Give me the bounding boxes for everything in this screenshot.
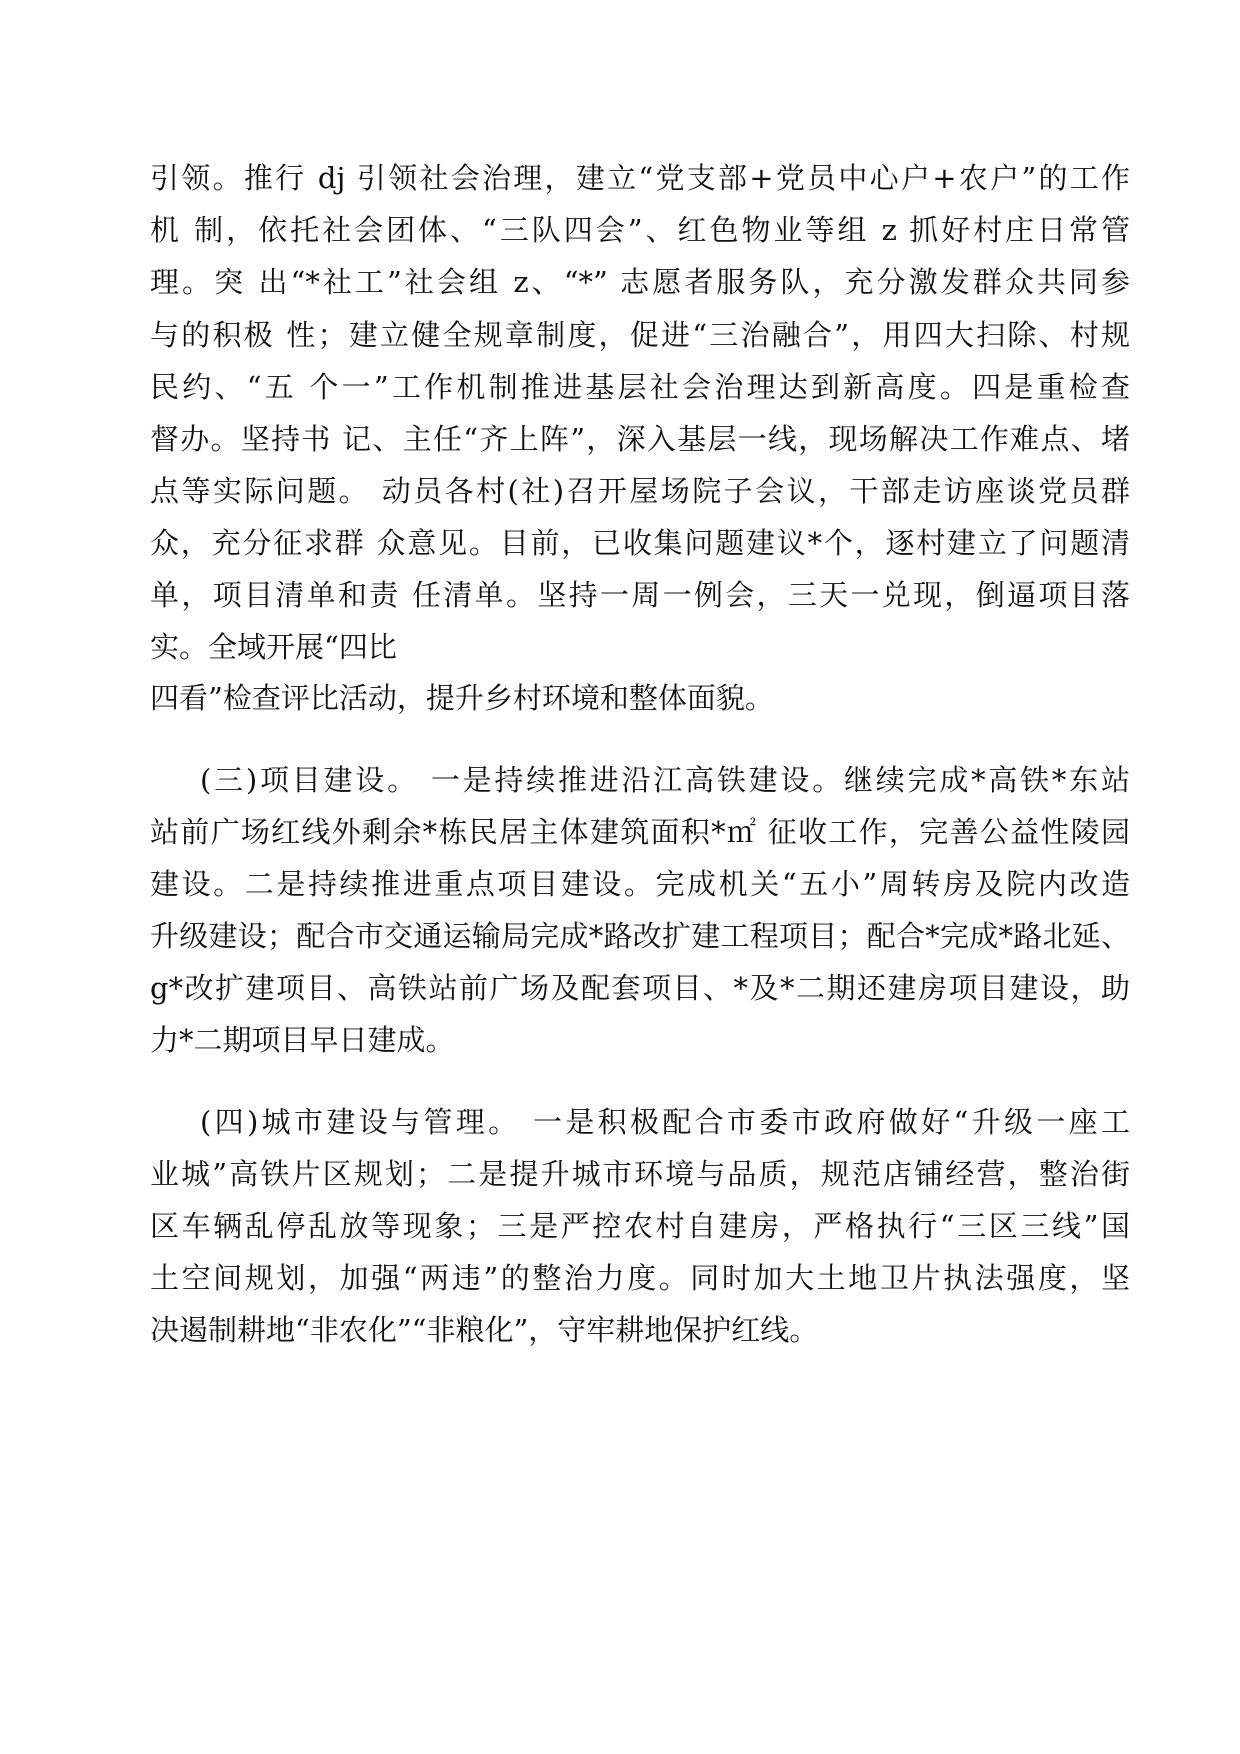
paragraph-2-line-3: 建设。二是持续推进重点项目建设。完成机关“五小”周转房及院内改造 xyxy=(150,867,1130,901)
paragraph-1-line-2: 机 制，依托社会团体、“三队四会”、红色物业等组 z 抓好村庄日常管 xyxy=(150,213,1130,247)
paragraph-1-line-7: 点等实际问题。 动员各村(社)召开屋场院子会议，干部走访座谈党员群 xyxy=(150,474,1130,508)
paragraph-2-line-2: 站前广场红线外剩余*栋民居主体建筑面积*㎡ 征收工作，完善公益性陵园 xyxy=(150,815,1130,849)
paragraph-1-line-5: 民约、“五 个一”工作机制推进基层社会治理达到新高度。四是重检查 xyxy=(150,370,1130,404)
paragraph-1-line-4: 与的积极 性；建立健全规章制度，促进“三治融合”，用四大扫除、村规 xyxy=(150,318,1130,352)
paragraph-3-line-1: (四)城市建设与管理。 一是积极配合市委市政府做好“升级一座工 xyxy=(200,1105,1130,1139)
paragraph-3-line-2: 业城”高铁片区规划；二是提升城市环境与品质，规范店铺经营，整治街 xyxy=(150,1157,1130,1191)
paragraph-1-line-8: 众，充分征求群 众意见。目前，已收集问题建议*个，逐村建立了问题清 xyxy=(150,526,1130,560)
paragraph-3-line-5: 决遏制耕地“非农化”“非粮化”，守牢耕地保护红线。 xyxy=(150,1313,819,1347)
paragraph-1-line-1: 引领。推行 dj 引领社会治理，建立“党支部+党员中心户+农户”的工作 xyxy=(150,161,1130,195)
paragraph-1-line-10: 实。全域开展“四比 xyxy=(150,630,397,664)
paragraph-1-line-3: 理。突 出“*社工”社会组 z、“*” 志愿者服务队，充分激发群众共同参 xyxy=(150,265,1130,299)
paragraph-2-line-6: 力*二期项目早日建成。 xyxy=(150,1023,455,1057)
paragraph-2-line-4: 升级建设；配合市交通运输局完成*路改扩建工程项目；配合*完成*路北延、 xyxy=(150,919,1130,953)
paragraph-1-line-6: 督办。坚持书 记、主任“齐上阵”，深入基层一线，现场解决工作难点、堵 xyxy=(150,422,1130,456)
paragraph-3-line-3: 区车辆乱停乱放等现象；三是严控农村自建房，严格执行“三区三线”国 xyxy=(150,1209,1130,1243)
paragraph-2-line-5: g*改扩建项目、高铁站前广场及配套项目、*及*二期还建房项目建设，助 xyxy=(150,971,1130,1005)
paragraph-2-line-1: (三)项目建设。 一是持续推进沿江高铁建设。继续完成*高铁*东站 xyxy=(200,763,1130,797)
paragraph-1-line-11: 四看”检查评比活动，提升乡村环境和整体面貌。 xyxy=(150,681,774,715)
paragraph-3-line-4: 土空间规划，加强“两违”的整治力度。同时加大土地卫片执法强度，坚 xyxy=(150,1261,1130,1295)
paragraph-1-line-9: 单，项目清单和责 任清单。坚持一周一例会，三天一兑现，倒逼项目落 xyxy=(150,578,1130,612)
